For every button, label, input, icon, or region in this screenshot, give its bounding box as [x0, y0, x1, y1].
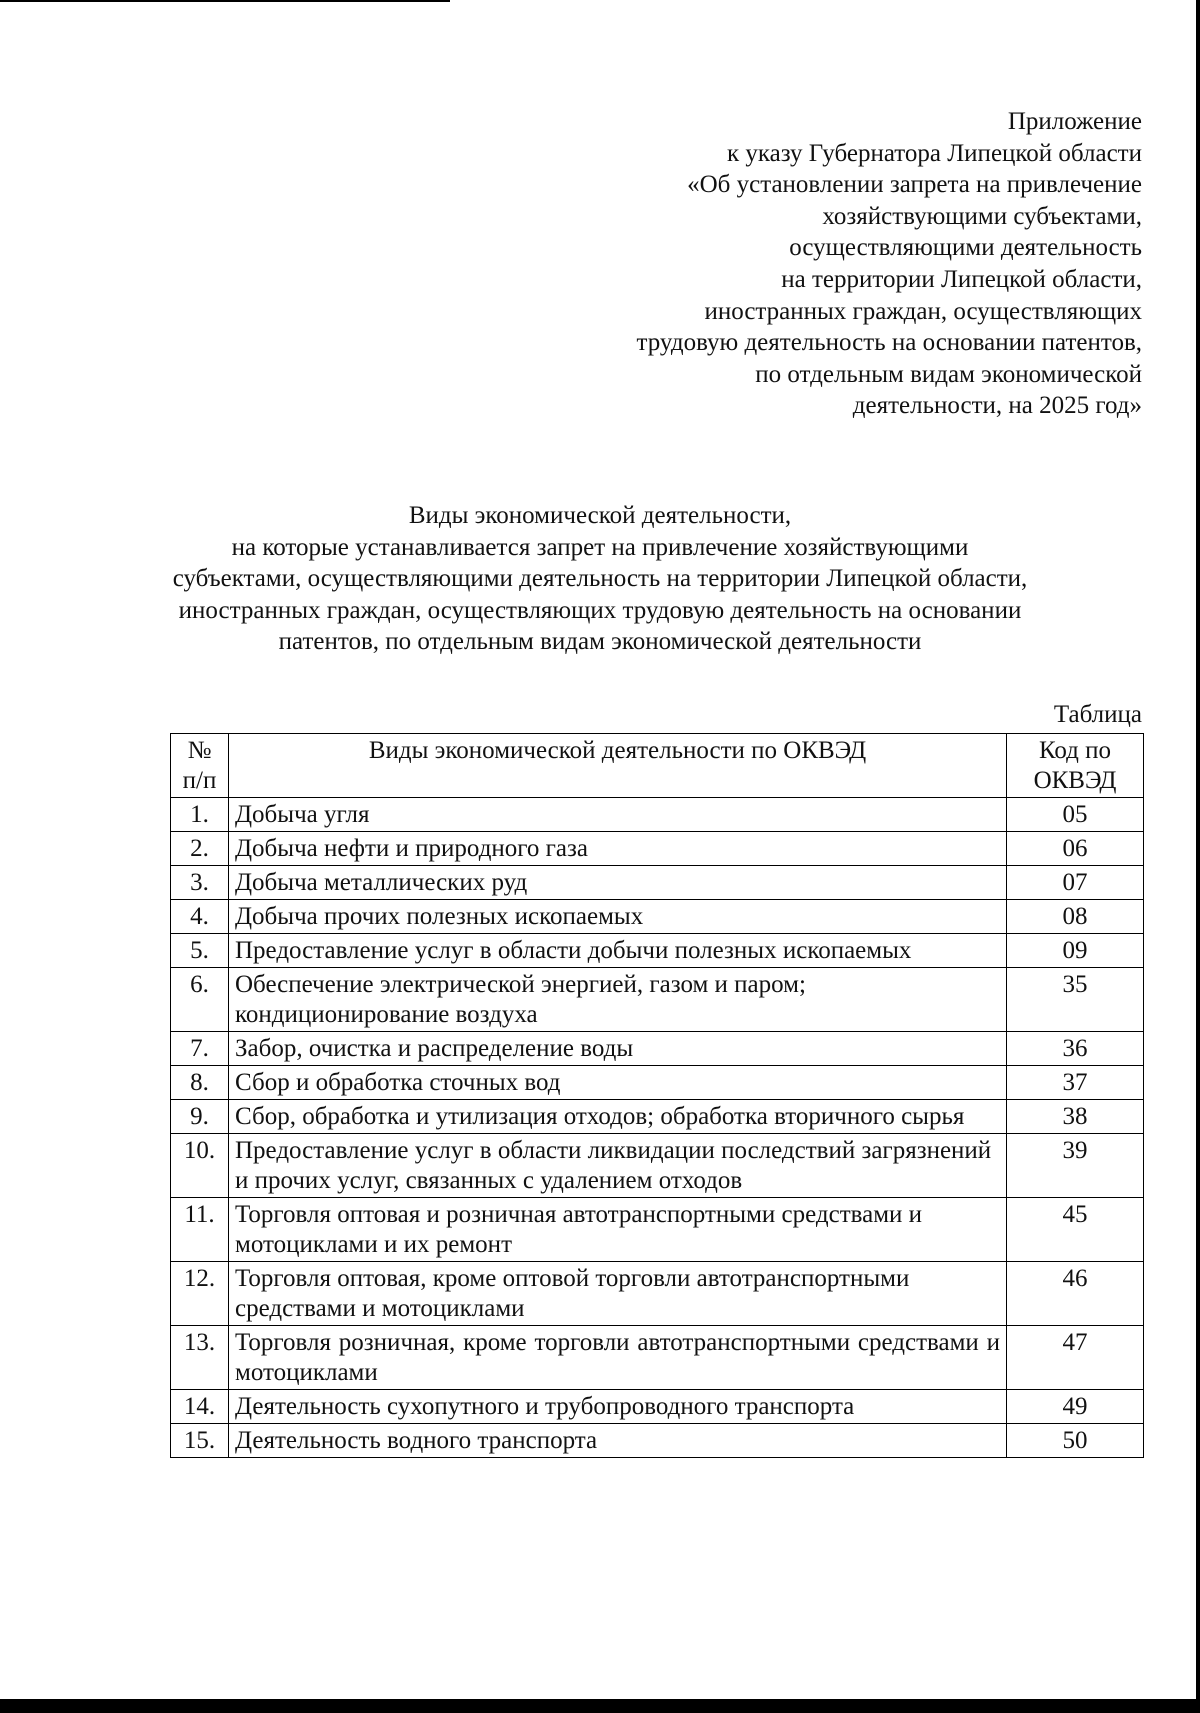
row-num: 12. — [171, 1262, 229, 1326]
appendix-line: осуществляющими деятельность — [789, 234, 1142, 262]
row-name: Предоставление услуг в области добычи полезных ископаемых — [229, 934, 1007, 968]
row-name: Сбор и обработка сточных вод — [229, 1066, 1007, 1100]
title-line: патентов, по отдельным видам экономической деятельности — [278, 628, 922, 655]
row-code: 50 — [1007, 1424, 1144, 1458]
row-name: Торговля оптовая и розничная автотранспортными средствами и мотоциклами и их ремонт — [229, 1198, 1007, 1262]
table-row — [171, 1198, 1144, 1262]
appendix-line: иностранных граждан, осуществляющих — [704, 297, 1142, 325]
table-row — [171, 1100, 1144, 1134]
row-num: 15. — [171, 1424, 229, 1458]
row-num: 6. — [171, 968, 229, 1032]
row-num: 5. — [171, 934, 229, 968]
row-code: 09 — [1007, 934, 1144, 968]
table-label: Таблица — [1053, 701, 1142, 728]
header-num-line: № — [187, 737, 212, 764]
header-code-line: ОКВЭД — [1033, 767, 1117, 794]
title-line: субъектами, осуществляющими деятельность на территории Липецкой области, — [172, 565, 1028, 592]
row-num: 2. — [171, 832, 229, 866]
row-name: Деятельность водного транспорта — [229, 1424, 1007, 1458]
row-code: 46 — [1007, 1262, 1144, 1326]
table-row — [171, 1424, 1144, 1458]
row-num: 4. — [171, 900, 229, 934]
table-row — [171, 968, 1144, 1032]
title-line: иностранных граждан, осуществляющих трудовую деятельность на основании — [178, 596, 1022, 624]
table-row — [171, 798, 1144, 832]
table-row — [171, 1032, 1144, 1066]
row-num: 11. — [171, 1198, 229, 1262]
row-code: 37 — [1007, 1066, 1144, 1100]
row-num: 1. — [171, 798, 229, 832]
scan-edge-right — [1196, 0, 1200, 1713]
header-code — [1007, 734, 1144, 798]
row-code: 49 — [1007, 1390, 1144, 1424]
row-code: 05 — [1007, 798, 1144, 832]
appendix-line: трудовую деятельность на основании патентов, — [636, 329, 1142, 357]
appendix-line: Приложение — [1007, 108, 1142, 135]
row-num: 7. — [171, 1032, 229, 1066]
row-code: 08 — [1007, 900, 1144, 934]
row-name: Добыча нефти и природного газа — [229, 832, 1007, 866]
row-code: 06 — [1007, 832, 1144, 866]
row-name: Добыча прочих полезных ископаемых — [229, 900, 1007, 934]
row-code: 35 — [1007, 968, 1144, 1032]
row-name: Торговля розничная, кроме торговли автотранспортными средствами и мотоциклами — [229, 1326, 1007, 1390]
row-name: Добыча металлических руд — [229, 866, 1007, 900]
table-row — [171, 866, 1144, 900]
row-name: Обеспечение электрической энергией, газом и паром; кондиционирование воздуха — [229, 968, 1007, 1032]
appendix-line: на территории Липецкой области, — [781, 265, 1142, 293]
row-num: 13. — [171, 1326, 229, 1390]
table-row — [171, 900, 1144, 934]
appendix-line: к указу Губернатора Липецкой области — [726, 139, 1142, 167]
table-row — [171, 1066, 1144, 1100]
row-code: 45 — [1007, 1198, 1144, 1262]
document-title — [100, 500, 1100, 658]
appendix-line: «Об установлении запрета на привлечение — [687, 171, 1142, 199]
row-num: 3. — [171, 866, 229, 900]
row-code: 39 — [1007, 1134, 1144, 1198]
table-row — [171, 1326, 1144, 1390]
table-header-row — [171, 734, 1144, 798]
row-num: 10. — [171, 1134, 229, 1198]
row-name: Сбор, обработка и утилизация отходов; обработка вторичного сырья — [229, 1100, 1007, 1134]
row-name: Торговля оптовая, кроме оптовой торговли автотранспортными средствами и мотоциклами — [229, 1262, 1007, 1326]
scan-edge-bottom — [0, 1699, 1200, 1713]
row-code: 07 — [1007, 866, 1144, 900]
header-code-line: Код по — [1038, 737, 1112, 764]
appendix-line: хозяйствующими субъектами, — [822, 202, 1142, 230]
appendix-line: по отдельным видам экономической — [755, 360, 1142, 388]
title-line: Виды экономической деятельности, — [408, 502, 792, 529]
appendix-header — [442, 106, 1142, 422]
row-code: 36 — [1007, 1032, 1144, 1066]
row-name: Забор, очистка и распределение воды — [229, 1032, 1007, 1066]
header-num-line: п/п — [182, 767, 217, 794]
row-name: Предоставление услуг в области ликвидации последствий загрязнений и прочих услуг, связанных с удалением отходов — [229, 1134, 1007, 1198]
row-num: 9. — [171, 1100, 229, 1134]
table-row — [171, 1262, 1144, 1326]
table-row — [171, 832, 1144, 866]
table-row — [171, 934, 1144, 968]
table-row — [171, 1134, 1144, 1198]
row-code: 38 — [1007, 1100, 1144, 1134]
header-name: Виды экономической деятельности по ОКВЭД — [229, 734, 1007, 798]
appendix-line: деятельности, на 2025 год» — [852, 392, 1142, 420]
title-line: на которые устанавливается запрет на привлечение хозяйствующими — [231, 533, 969, 561]
row-name: Добыча угля — [229, 798, 1007, 832]
row-name: Деятельность сухопутного и трубопроводного транспорта — [229, 1390, 1007, 1424]
okved-table — [170, 733, 1144, 1458]
table-row — [171, 1390, 1144, 1424]
row-num: 14. — [171, 1390, 229, 1424]
scan-edge-top — [0, 0, 450, 2]
row-num: 8. — [171, 1066, 229, 1100]
row-code: 47 — [1007, 1326, 1144, 1390]
header-num — [171, 734, 229, 798]
